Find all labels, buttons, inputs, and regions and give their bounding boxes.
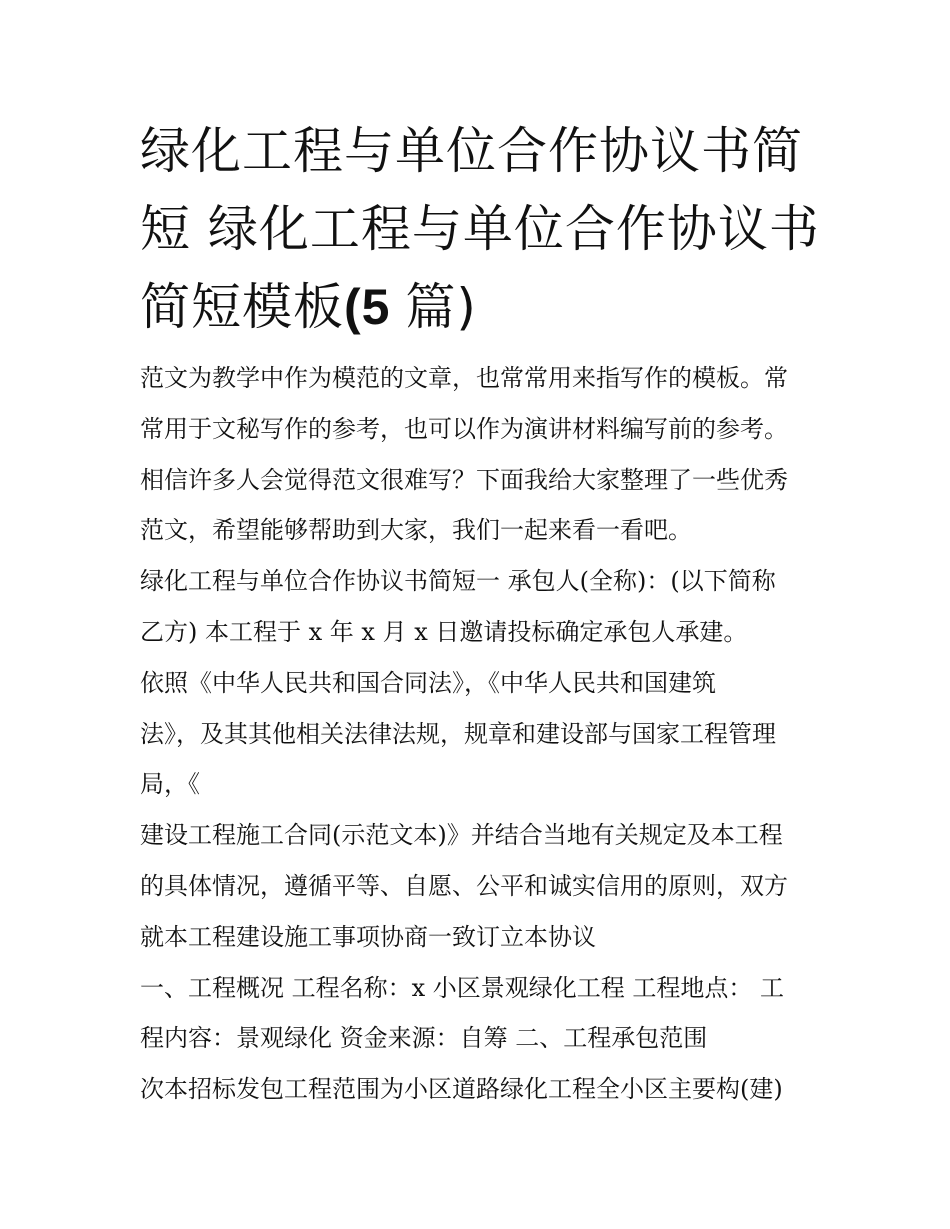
body-line: 一、工程概况 工程名称：x 小区景观绿化工程 工程地点： 工 (140, 973, 785, 1002)
body-line: 就本工程建设施工事项协商一致订立本协议 (140, 922, 596, 951)
body-line: 程内容：景观绿化 资金来源：自筹 二、工程承包范围 (140, 1024, 708, 1053)
body-line: 相信许多人会觉得范文很难写？下面我给大家整理了一些优秀 (140, 465, 788, 494)
title-line: 简短模板 (140, 278, 344, 336)
body-line: 范文为教学中作为模范的文章，也常常用来指写作的模板。常 (140, 364, 788, 392)
title-line: 篇) (405, 278, 477, 336)
body-line: 绿化工程与单位合作协议书简短一 承包人(全称)：(以下简称 (140, 567, 776, 596)
body-line: 依照《中华人民共和国合同法》，《中华人民共和国建筑 (140, 668, 716, 697)
body-line: 法》，及其其他相关法律法规，规章和建设部与国家工程管理 (140, 719, 776, 748)
document-title (140, 112, 820, 346)
body-line: 乙方) 本工程于 x 年 x 月 x 日邀请投标确定承包人承建。 (140, 617, 748, 646)
body-line: 范文，希望能够帮助到大家，我们一起来看一看吧。 (140, 516, 692, 545)
body-line: 次本招标发包工程范围为小区道路绿化工程全小区主要构(建) (140, 1075, 783, 1104)
body-line: 建设工程施工合同(示范文本)》并结合当地有关规定及本工程 (140, 821, 783, 850)
title-line: 短 绿化工程与单位合作协议书 (140, 200, 820, 258)
document-body (140, 353, 820, 1115)
body-line: 的具体情况，遵循平等、自愿、公平和诚实信用的原则，双方 (140, 871, 788, 900)
title-count: (5 (344, 279, 406, 335)
title-line: 绿化工程与单位合作协议书简 (140, 122, 803, 180)
body-line: 常用于文秘写作的参考，也可以作为演讲材料编写前的参考。 (140, 414, 788, 443)
body-line: 局，《 (140, 770, 200, 799)
